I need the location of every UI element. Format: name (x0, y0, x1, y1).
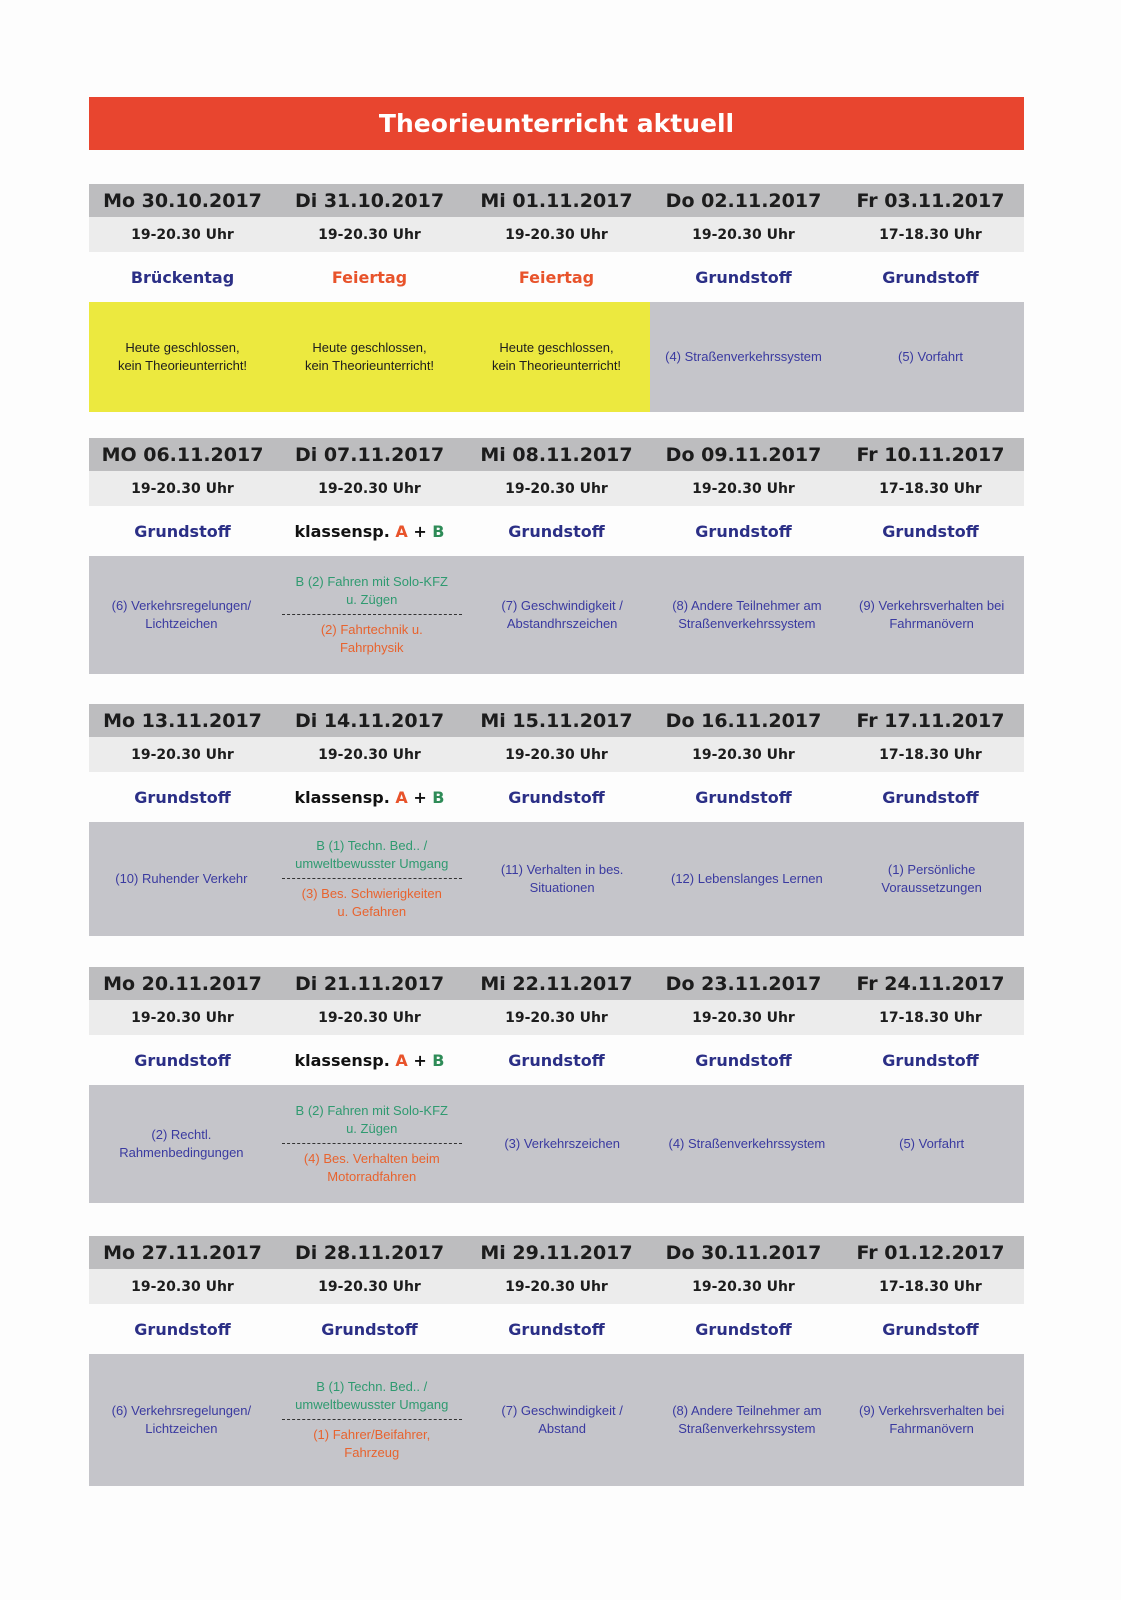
topic-cell: Grundstoff (882, 787, 979, 807)
detail-text: kein Theorieunterricht! (117, 358, 248, 373)
time-row (89, 217, 1024, 252)
date-cell: Do 09.11.2017 (665, 443, 822, 466)
time-row (89, 471, 1024, 506)
detail-text: (3) Verkehrszeichen (504, 1136, 620, 1151)
date-cell: Fr 24.11.2017 (856, 972, 1005, 995)
date-row (89, 184, 1024, 217)
time-cell: 19-20.30 Uhr (131, 1009, 234, 1026)
date-row (89, 967, 1024, 1000)
topic-cell: Grundstoff (134, 521, 231, 541)
detail-text: Fahrmanövern (889, 1421, 974, 1436)
date-row (89, 438, 1024, 471)
topic-cell: Grundstoff (134, 787, 231, 807)
week-2 (89, 438, 1024, 674)
class-a-detail: u. Gefahren (337, 904, 407, 919)
class-a-detail: Motorradfahren (327, 1169, 417, 1184)
class-specific-label: klassensp. (294, 1050, 390, 1070)
detail-cell-class-specific (274, 1085, 470, 1203)
detail-text: (7) Geschwindigkeit / (501, 598, 623, 613)
time-cell: 19-20.30 Uhr (318, 1009, 421, 1026)
detail-text: (4) Straßenverkehrssystem (665, 349, 822, 364)
class-b-label: B (432, 1050, 445, 1070)
time-cell: 19-20.30 Uhr (318, 226, 421, 243)
topic-cell-class-specific (276, 1035, 463, 1085)
time-row (89, 1269, 1024, 1304)
detail-cell (89, 822, 274, 936)
date-cell: Mi 29.11.2017 (480, 1241, 633, 1264)
time-cell: 19-20.30 Uhr (131, 480, 234, 497)
date-cell: Fr 03.11.2017 (856, 189, 1005, 212)
class-a-label: A (395, 787, 408, 807)
class-b-label: B (432, 521, 445, 541)
detail-cell (655, 1354, 840, 1486)
date-cell: Mi 15.11.2017 (480, 709, 633, 732)
detail-text: Voraussetzungen (881, 880, 982, 895)
detail-text: Lichtzeichen (145, 616, 218, 631)
week-4 (89, 967, 1024, 1203)
topic-cell: Grundstoff (695, 787, 792, 807)
detail-cell-closed (89, 302, 276, 412)
detail-text: Abstandhrszeichen (506, 616, 618, 631)
date-cell: Di 14.11.2017 (294, 709, 445, 732)
time-cell: 19-20.30 Uhr (692, 226, 795, 243)
date-cell: Fr 10.11.2017 (856, 443, 1005, 466)
time-cell: 19-20.30 Uhr (505, 1278, 608, 1295)
detail-text: (2) Rechtl. (151, 1127, 212, 1142)
date-cell: Fr 17.11.2017 (856, 709, 1005, 732)
detail-text: Fahrmanövern (889, 616, 974, 631)
date-cell: Mi 08.11.2017 (480, 443, 633, 466)
detail-text: (4) Straßenverkehrssystem (668, 1136, 826, 1151)
detail-cell (839, 1085, 1024, 1203)
separator (282, 1419, 462, 1420)
detail-row (89, 556, 1024, 674)
plus-label: + (413, 521, 427, 541)
topic-row (89, 252, 1024, 302)
date-cell: Do 16.11.2017 (665, 709, 822, 732)
time-cell: 19-20.30 Uhr (131, 226, 234, 243)
class-b-detail: B (2) Fahren mit Solo-KFZ (295, 1103, 448, 1118)
class-a-detail: (1) Fahrer/Beifahrer, (313, 1427, 431, 1442)
class-a-detail: (3) Bes. Schwierigkeiten (301, 886, 442, 901)
date-cell: Mo 27.11.2017 (103, 1241, 262, 1264)
detail-text: Straßenverkehrssystem (678, 1421, 816, 1436)
week-1 (89, 184, 1024, 412)
detail-text: (9) Verkehrsverhalten bei (859, 1403, 1005, 1418)
date-cell: Do 30.11.2017 (665, 1241, 822, 1264)
page-title-banner (89, 97, 1024, 150)
class-b-detail: B (1) Techn. Bed.. / (316, 1379, 428, 1394)
detail-cell-class-specific (274, 556, 470, 674)
detail-cell (650, 302, 837, 412)
date-cell: Do 02.11.2017 (665, 189, 822, 212)
class-a-detail: (4) Bes. Verhalten beim (303, 1151, 440, 1166)
detail-text: kein Theorieunterricht! (491, 358, 622, 373)
detail-row (89, 1354, 1024, 1486)
detail-cell (470, 1085, 655, 1203)
topic-row (89, 1035, 1024, 1085)
time-cell: 19-20.30 Uhr (318, 480, 421, 497)
topic-cell: Grundstoff (695, 1050, 792, 1070)
detail-cell (89, 1085, 274, 1203)
date-row (89, 1236, 1024, 1269)
date-cell: Di 28.11.2017 (294, 1241, 445, 1264)
detail-text: Rahmenbedingungen (119, 1145, 244, 1160)
class-b-detail: u. Zügen (346, 1121, 398, 1136)
topic-cell: Grundstoff (882, 1319, 979, 1339)
topic-cell: Grundstoff (882, 521, 979, 541)
class-b-detail: umweltbewusster Umgang (295, 856, 449, 871)
topic-cell-class-specific (276, 506, 463, 556)
detail-cell (839, 822, 1024, 936)
time-cell: 19-20.30 Uhr (505, 1009, 608, 1026)
topic-cell: Grundstoff (695, 267, 792, 287)
time-cell: 17-18.30 Uhr (879, 1009, 982, 1026)
class-b-detail: u. Zügen (346, 592, 398, 607)
detail-text: (5) Vorfahrt (897, 349, 964, 364)
week-5 (89, 1236, 1024, 1486)
detail-cell (470, 822, 655, 936)
date-cell: Di 07.11.2017 (294, 443, 445, 466)
topic-cell: Grundstoff (508, 521, 605, 541)
date-cell: Mo 13.11.2017 (103, 709, 262, 732)
week-3 (89, 704, 1024, 936)
topic-cell: Grundstoff (882, 267, 979, 287)
time-cell: 19-20.30 Uhr (692, 480, 795, 497)
separator (282, 1143, 462, 1144)
topic-row (89, 1304, 1024, 1354)
class-a-detail: Fahrzeug (344, 1445, 400, 1460)
topic-cell: Grundstoff (695, 521, 792, 541)
time-cell: 19-20.30 Uhr (318, 1278, 421, 1295)
topic-cell: Grundstoff (134, 1050, 231, 1070)
detail-text: (11) Verhalten in bes. (500, 862, 624, 877)
topic-cell: Feiertag (331, 267, 408, 287)
detail-text: Situationen (529, 880, 595, 895)
class-a-label: A (395, 1050, 408, 1070)
detail-cell (655, 556, 840, 674)
time-cell: 19-20.30 Uhr (131, 1278, 234, 1295)
date-cell: Di 21.11.2017 (294, 972, 445, 995)
date-cell: Di 31.10.2017 (294, 189, 445, 212)
detail-text: kein Theorieunterricht! (304, 358, 435, 373)
detail-cell (655, 1085, 840, 1203)
detail-cell-class-specific (274, 1354, 470, 1486)
detail-text: (6) Verkehrsregelungen/ (111, 598, 252, 613)
detail-cell (839, 556, 1024, 674)
detail-text: Straßenverkehrssystem (678, 616, 816, 631)
detail-text: Abstand (538, 1421, 586, 1436)
class-specific-label: klassensp. (294, 521, 390, 541)
detail-text: (9) Verkehrsverhalten bei (859, 598, 1005, 613)
detail-text: (1) Persönliche (887, 862, 976, 877)
date-row (89, 704, 1024, 737)
detail-text: (12) Lebenslanges Lernen (670, 871, 823, 886)
detail-cell-class-specific (274, 822, 470, 936)
topic-cell: Grundstoff (695, 1319, 792, 1339)
detail-text: (8) Andere Teilnehmer am (672, 598, 822, 613)
topic-cell: Feiertag (518, 267, 595, 287)
detail-cell (470, 556, 655, 674)
time-cell: 17-18.30 Uhr (879, 746, 982, 763)
topic-cell: Grundstoff (508, 787, 605, 807)
class-b-detail: B (1) Techn. Bed.. / (316, 838, 428, 853)
detail-cell (470, 1354, 655, 1486)
detail-cell-closed (276, 302, 463, 412)
plus-label: + (413, 1050, 427, 1070)
topic-cell-class-specific (276, 772, 463, 822)
topic-row (89, 772, 1024, 822)
detail-text: (5) Vorfahrt (899, 1136, 965, 1151)
detail-row (89, 1085, 1024, 1203)
detail-text: (7) Geschwindigkeit / (501, 1403, 623, 1418)
separator (282, 614, 462, 615)
detail-cell (89, 556, 274, 674)
time-cell: 17-18.30 Uhr (879, 226, 982, 243)
page-title: Theorieunterricht aktuell (378, 109, 735, 138)
time-cell: 19-20.30 Uhr (505, 480, 608, 497)
class-a-detail: Fahrphysik (339, 640, 404, 655)
date-cell: Mi 22.11.2017 (480, 972, 633, 995)
class-b-detail: B (2) Fahren mit Solo-KFZ (295, 574, 448, 589)
class-a-label: A (395, 521, 408, 541)
separator (282, 878, 462, 879)
class-a-detail: (2) Fahrtechnik u. (320, 622, 423, 637)
detail-text: (8) Andere Teilnehmer am (672, 1403, 822, 1418)
detail-cell-closed (463, 302, 650, 412)
class-b-label: B (432, 787, 445, 807)
time-cell: 17-18.30 Uhr (879, 1278, 982, 1295)
topic-cell: Grundstoff (508, 1050, 605, 1070)
time-cell: 19-20.30 Uhr (318, 746, 421, 763)
date-cell: Mo 20.11.2017 (103, 972, 262, 995)
plus-label: + (413, 787, 427, 807)
topic-cell: Grundstoff (882, 1050, 979, 1070)
date-cell: MO 06.11.2017 (101, 443, 264, 466)
class-specific-label: klassensp. (294, 787, 390, 807)
time-cell: 19-20.30 Uhr (692, 1278, 795, 1295)
time-row (89, 737, 1024, 772)
detail-row (89, 822, 1024, 936)
date-cell: Fr 01.12.2017 (856, 1241, 1005, 1264)
detail-text: (6) Verkehrsregelungen/ (111, 1403, 252, 1418)
topic-cell: Grundstoff (134, 1319, 231, 1339)
detail-cell (655, 822, 840, 936)
time-cell: 19-20.30 Uhr (505, 746, 608, 763)
time-cell: 19-20.30 Uhr (505, 226, 608, 243)
date-cell: Do 23.11.2017 (665, 972, 822, 995)
class-b-detail: umweltbewusster Umgang (295, 1397, 449, 1412)
time-row (89, 1000, 1024, 1035)
time-cell: 19-20.30 Uhr (131, 746, 234, 763)
date-cell: Mo 30.10.2017 (103, 189, 262, 212)
time-cell: 17-18.30 Uhr (879, 480, 982, 497)
topic-cell: Brückentag (130, 267, 235, 287)
detail-text: Lichtzeichen (145, 1421, 218, 1436)
topic-cell: Grundstoff (508, 1319, 605, 1339)
topic-row (89, 506, 1024, 556)
detail-cell (839, 1354, 1024, 1486)
time-cell: 19-20.30 Uhr (692, 1009, 795, 1026)
detail-text: Heute geschlossen, (499, 340, 614, 355)
detail-cell (837, 302, 1024, 412)
detail-cell (89, 1354, 274, 1486)
detail-text: Heute geschlossen, (125, 340, 240, 355)
date-cell: Mi 01.11.2017 (480, 189, 633, 212)
detail-row (89, 302, 1024, 412)
detail-text: Heute geschlossen, (312, 340, 427, 355)
topic-cell: Grundstoff (321, 1319, 418, 1339)
detail-text: (10) Ruhender Verkehr (115, 871, 248, 886)
time-cell: 19-20.30 Uhr (692, 746, 795, 763)
